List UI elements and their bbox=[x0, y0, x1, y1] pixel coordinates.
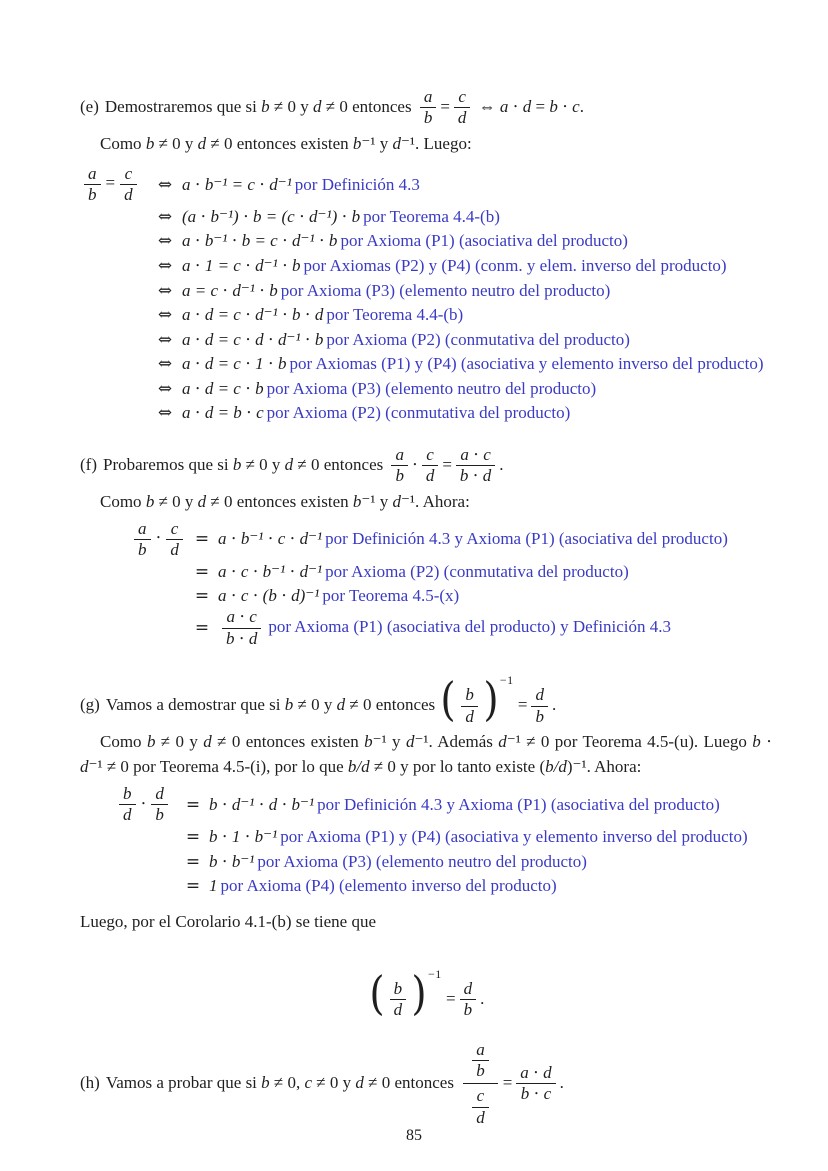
fraction-numerator: b bbox=[119, 785, 136, 805]
chain-row bbox=[80, 327, 772, 352]
item-g-chain bbox=[115, 785, 772, 899]
chain-lhs bbox=[130, 520, 186, 560]
chain-line bbox=[182, 305, 772, 325]
iff-symbol: ⇔ bbox=[157, 174, 173, 195]
chain-row bbox=[80, 204, 772, 229]
item-f-statement bbox=[80, 446, 772, 486]
chain-line bbox=[182, 403, 772, 423]
dot-operator: ⋅ bbox=[155, 528, 162, 548]
chain-math: a ⋅ c ⋅ b⁻¹ ⋅ d⁻¹ bbox=[218, 561, 323, 581]
iff-symbol: ⇔ bbox=[157, 305, 173, 326]
chain-math: b ⋅ d⁻¹ ⋅ d ⋅ b⁻¹ bbox=[209, 794, 315, 814]
fraction-denominator: d bbox=[457, 108, 467, 128]
iff-symbol: ⇔ bbox=[157, 206, 173, 227]
chain-line bbox=[182, 379, 772, 399]
item-e-como: Como b ≠ 0 y d ≠ 0 entonces existen b⁻¹ y d⁻¹. Luego: bbox=[100, 133, 472, 153]
chain-lhs bbox=[115, 785, 177, 825]
chain-math: a ⋅ b⁻¹ ⋅ b = c ⋅ d⁻¹ ⋅ b bbox=[182, 231, 338, 251]
fraction-numerator: d bbox=[460, 980, 477, 1000]
item-e-statement bbox=[80, 88, 772, 128]
fraction-denominator: d bbox=[123, 805, 132, 825]
fraction-denominator: d bbox=[393, 1000, 403, 1020]
chain-justification: por Definición 4.3 bbox=[294, 174, 420, 194]
fraction-numerator: a bbox=[420, 88, 437, 108]
item-f-como: Como b ≠ 0 y d ≠ 0 entonces existen b⁻¹ y d⁻¹. Ahora: bbox=[100, 491, 470, 511]
fraction-denominator: b ⋅ d bbox=[459, 466, 492, 486]
fraction-a-over-b bbox=[391, 446, 408, 486]
chain-justification: por Axiomas (P1) y (P4) (asociativa y elemento inverso del producto) bbox=[289, 354, 764, 374]
fraction-numerator: c bbox=[120, 165, 137, 185]
fraction-denominator: b ⋅ c bbox=[520, 1084, 552, 1104]
item-g-lead: Vamos a demostrar que si b ≠ 0 y d ≠ 0 entonces bbox=[105, 695, 436, 715]
chain-justification: por Axioma (P1) y (P4) (asociativa y elemento inverso del producto) bbox=[280, 827, 748, 847]
item-e-chain bbox=[80, 165, 772, 426]
fraction-denominator: d bbox=[124, 185, 133, 205]
iff-symbol: ⇔ bbox=[157, 354, 173, 375]
chain-justification: por Axioma (P3) (elemento neutro del producto) bbox=[257, 851, 587, 871]
iff-symbol: ⇔ bbox=[157, 403, 173, 424]
fraction-ac-over-bd bbox=[456, 446, 495, 486]
chain-row bbox=[115, 825, 772, 850]
nested-fraction bbox=[463, 1041, 498, 1127]
chain-math: a ⋅ 1 = c ⋅ d⁻¹ ⋅ b bbox=[182, 255, 301, 275]
item-g-tail: . bbox=[551, 695, 557, 715]
item-g-como: Como b ≠ 0 y d ≠ 0 entonces existen b⁻¹ y d⁻¹. Además d⁻¹ ≠ 0 por Teorema 4.5-(u). Luego b ⋅ d⁻¹ ≠ 0 por Teorema 4.5-(i), por lo que b/d ≠ 0 y por lo tanto existe (b/d)⁻¹. Ahora: bbox=[80, 732, 772, 777]
chain-row bbox=[80, 278, 772, 303]
item-h-tail: . bbox=[559, 1072, 564, 1092]
equals-sign: = bbox=[194, 586, 210, 607]
nested-numerator bbox=[463, 1041, 498, 1085]
equals-sign: = bbox=[194, 529, 210, 550]
item-f bbox=[80, 446, 772, 648]
chain-row bbox=[80, 377, 772, 402]
iff-symbol: ⇔ bbox=[157, 231, 173, 252]
chain-justification: por Teorema 4.5-(x) bbox=[322, 586, 460, 606]
chain-line bbox=[209, 795, 772, 815]
nested-denominator bbox=[463, 1084, 498, 1127]
chain-math: (a ⋅ b⁻¹) ⋅ b = (c ⋅ d⁻¹) ⋅ b bbox=[182, 206, 361, 226]
iff-symbol: ⇔ bbox=[157, 329, 173, 350]
fraction-d-over-b bbox=[151, 785, 168, 825]
fraction-ac-over-bd bbox=[222, 608, 261, 648]
chain-line bbox=[209, 852, 772, 872]
fraction-a-over-b bbox=[472, 1041, 489, 1081]
chain-line bbox=[182, 207, 772, 227]
chain-math: 1 bbox=[209, 876, 218, 896]
fraction-denominator: b bbox=[138, 539, 147, 559]
chain-math: a ⋅ b⁻¹ = c ⋅ d⁻¹ bbox=[182, 174, 292, 194]
fraction-numerator: a ⋅ c bbox=[456, 446, 495, 466]
fraction-denominator: d bbox=[170, 539, 179, 559]
fraction-denominator: b bbox=[463, 1000, 473, 1020]
fraction-denominator: b bbox=[155, 805, 164, 825]
item-g-label: (g) bbox=[80, 695, 100, 715]
chain-justification: por Axioma (P4) (elemento inverso del producto) bbox=[220, 876, 557, 896]
fraction-numerator: d bbox=[151, 785, 168, 805]
chain-justification: por Axioma (P2) (conmutativa del producto) bbox=[325, 561, 629, 581]
chain-math: b ⋅ 1 ⋅ b⁻¹ bbox=[209, 827, 278, 847]
chain-line bbox=[218, 562, 772, 582]
equals-sign: = bbox=[185, 827, 201, 848]
chain-math: a ⋅ d = b ⋅ c bbox=[182, 403, 264, 423]
fraction-denominator: b bbox=[395, 466, 404, 486]
period: . bbox=[480, 988, 485, 1008]
fraction-numerator: a bbox=[84, 165, 101, 185]
chain-justification: por Definición 4.3 y Axioma (P1) (asociativa del producto) bbox=[325, 529, 728, 549]
item-h-label: (h) bbox=[80, 1072, 100, 1092]
fraction-c-over-d bbox=[166, 520, 183, 560]
fraction-numerator: d bbox=[531, 686, 548, 706]
exponent: −1 bbox=[428, 966, 442, 981]
fraction-a-over-b bbox=[134, 520, 151, 560]
equals-sign: = bbox=[502, 1072, 513, 1092]
iff-symbol: ⇔ bbox=[157, 378, 173, 399]
fraction-c-over-d bbox=[422, 446, 439, 486]
chain-line bbox=[209, 827, 772, 847]
fraction-b-over-d bbox=[390, 980, 407, 1020]
chain-row bbox=[80, 352, 772, 377]
chain-line bbox=[218, 529, 772, 549]
fraction-numerator: a bbox=[472, 1041, 489, 1061]
fraction-numerator: c bbox=[422, 446, 439, 466]
equals-sign: = bbox=[442, 454, 452, 474]
fraction-a-over-b bbox=[420, 88, 437, 128]
chain-line bbox=[218, 586, 772, 606]
item-e-tail: ⇔ a ⋅ d = b ⋅ c. bbox=[478, 96, 584, 116]
chain-row bbox=[80, 254, 772, 279]
chain-justification: por Teorema 4.4-(b) bbox=[326, 305, 464, 325]
page-content bbox=[80, 88, 772, 1130]
equals-sign: = bbox=[185, 876, 201, 897]
fraction-numerator: a bbox=[134, 520, 151, 540]
chain-justification: por Axiomas (P2) y (P4) (conm. y elem. inverso del producto) bbox=[303, 255, 727, 275]
equals-sign: = bbox=[185, 794, 201, 815]
item-e bbox=[80, 88, 772, 426]
item-f-lead: Probaremos que si b ≠ 0 y d ≠ 0 entonces bbox=[102, 454, 384, 474]
exponent: −1 bbox=[499, 673, 514, 688]
equals-sign: = bbox=[194, 561, 210, 582]
chain-row bbox=[115, 785, 772, 825]
fraction-denominator: b bbox=[476, 1060, 485, 1080]
page-number: 85 bbox=[406, 1127, 422, 1144]
fraction-numerator: c bbox=[454, 88, 471, 108]
fraction-denominator: b bbox=[88, 185, 97, 205]
item-h-lead: Vamos a probar que si b ≠ 0, c ≠ 0 y d ≠ 0 entonces bbox=[105, 1072, 454, 1092]
item-g-statement: (g) Vamos a demostrar que si b ≠ 0 y d ≠ 0 entonces ( $\frac{b}{d}$ )$^{-1}$ = $\frac{d}{b}$ . bbox=[80, 672, 557, 727]
chain-row bbox=[130, 559, 772, 584]
chain-row bbox=[130, 608, 772, 648]
chain-row bbox=[115, 874, 772, 899]
fraction-denominator: d bbox=[465, 706, 474, 726]
chain-lhs bbox=[80, 165, 148, 205]
fraction-c-over-d bbox=[472, 1087, 489, 1127]
chain-row bbox=[80, 401, 772, 426]
item-f-chain bbox=[130, 520, 772, 649]
chain-line bbox=[182, 231, 772, 251]
item-h-statement bbox=[80, 1041, 772, 1127]
item-f-label: (f) bbox=[80, 454, 97, 474]
chain-line bbox=[182, 330, 772, 350]
chain-math: a = c ⋅ d⁻¹ ⋅ b bbox=[182, 280, 278, 300]
chain-line bbox=[182, 281, 772, 301]
fraction-denominator: d bbox=[425, 466, 435, 486]
chain-line bbox=[182, 354, 772, 374]
chain-row bbox=[80, 229, 772, 254]
fraction-denominator: b bbox=[535, 706, 544, 726]
corolario-text: Luego, por el Corolario 4.1-(b) se tiene que bbox=[80, 911, 376, 931]
chain-math: a ⋅ d = c ⋅ 1 ⋅ b bbox=[182, 354, 287, 374]
chain-row bbox=[80, 165, 772, 205]
fraction-numerator: c bbox=[472, 1087, 489, 1107]
chain-line bbox=[182, 175, 772, 195]
chain-math: a ⋅ d = c ⋅ b bbox=[182, 378, 264, 398]
item-f-tail: . bbox=[499, 454, 504, 474]
chain-row bbox=[130, 584, 772, 609]
chain-justification: por Definición 4.3 y Axioma (P1) (asociativa del producto) bbox=[317, 794, 720, 814]
chain-math: b ⋅ b⁻¹ bbox=[209, 851, 255, 871]
chain-math: a ⋅ d = c ⋅ d⁻¹ ⋅ b ⋅ d bbox=[182, 305, 324, 325]
item-e-lead: Demostraremos que si b ≠ 0 y d ≠ 0 entonces bbox=[104, 96, 412, 116]
chain-justification: por Axioma (P3) (elemento neutro del producto) bbox=[280, 280, 611, 300]
fraction-b-over-d bbox=[119, 785, 136, 825]
chain-justification: por Axioma (P1) (asociativa del producto) bbox=[340, 231, 628, 251]
chain-justification: por Axioma (P1) (asociativa del producto) y Definición 4.3 bbox=[268, 617, 672, 637]
chain-justification: por Axioma (P2) (conmutativa del producto) bbox=[326, 329, 630, 349]
chain-math: a ⋅ c ⋅ (b ⋅ d)⁻¹ bbox=[218, 586, 320, 606]
equals-sign: = bbox=[517, 695, 528, 715]
chain-row bbox=[80, 303, 772, 328]
equals-sign: = bbox=[440, 96, 450, 116]
fraction-denominator: b bbox=[423, 108, 433, 128]
equals-sign: = bbox=[446, 988, 456, 1008]
iff-symbol: ⇔ bbox=[157, 255, 173, 276]
chain-justification: por Axioma (P3) (elemento neutro del producto) bbox=[266, 378, 597, 398]
chain-line bbox=[209, 876, 772, 896]
fraction-numerator: a ⋅ d bbox=[516, 1064, 555, 1084]
fraction-c-over-d bbox=[120, 165, 137, 205]
chain-row bbox=[130, 520, 772, 560]
fraction-numerator: c bbox=[166, 520, 183, 540]
chain-row bbox=[115, 849, 772, 874]
chain-math: a ⋅ d = c ⋅ d ⋅ d⁻¹ ⋅ b bbox=[182, 329, 324, 349]
chain-line bbox=[182, 256, 772, 276]
fraction-ad-over-bc bbox=[516, 1064, 555, 1104]
fraction-numerator: a ⋅ c bbox=[222, 608, 261, 628]
chain-math: a ⋅ b⁻¹ ⋅ c ⋅ d⁻¹ bbox=[218, 529, 323, 549]
fraction-d-over-b bbox=[531, 686, 548, 726]
iff-symbol: ⇔ bbox=[157, 280, 173, 301]
fraction-denominator: b ⋅ d bbox=[226, 628, 258, 648]
dot-operator: ⋅ bbox=[140, 793, 147, 813]
fraction-a-over-b bbox=[84, 165, 101, 205]
fraction-numerator: a bbox=[391, 446, 408, 466]
dot-operator: ⋅ bbox=[411, 454, 418, 474]
fraction-denominator: d bbox=[476, 1107, 485, 1127]
chain-justification: por Axioma (P2) (conmutativa del producto) bbox=[266, 403, 571, 423]
equals-sign: = bbox=[194, 618, 210, 639]
display-equation: ( $\frac{b}{d}$ )$^{-1}$ = $\frac{d}{b}$ . bbox=[368, 965, 485, 1020]
equals-sign: = bbox=[105, 173, 116, 193]
fraction-d-over-b bbox=[460, 980, 477, 1020]
item-e-label: (e) bbox=[80, 96, 99, 116]
fraction-numerator: b bbox=[390, 980, 407, 1000]
fraction-c-over-d bbox=[454, 88, 471, 128]
item-h bbox=[80, 1041, 772, 1127]
fraction-b-over-d bbox=[461, 686, 478, 726]
chain-justification: por Teorema 4.4-(b) bbox=[363, 206, 500, 226]
item-g bbox=[80, 668, 772, 1028]
fraction-numerator: b bbox=[461, 686, 478, 706]
equals-sign: = bbox=[185, 851, 201, 872]
chain-line bbox=[218, 608, 772, 648]
